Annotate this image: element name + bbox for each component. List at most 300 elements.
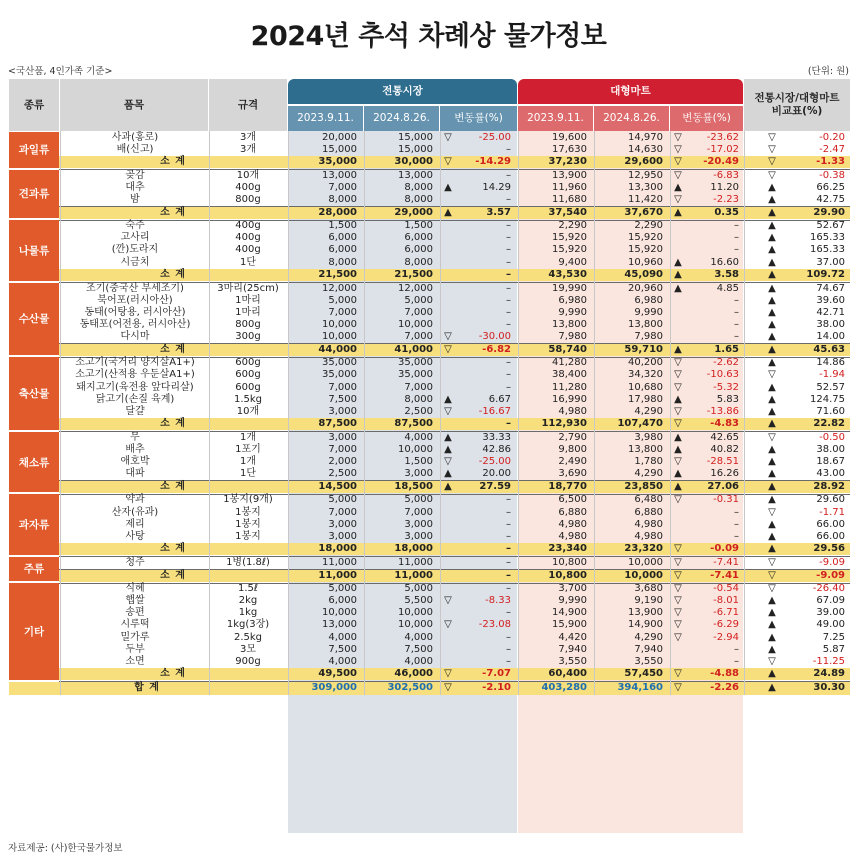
- cell-t2: 30,000: [394, 156, 433, 168]
- table-row: [9, 456, 850, 468]
- cell-tv: -23.08: [478, 619, 511, 631]
- cell-mv: –: [734, 643, 739, 655]
- table-row: [9, 494, 850, 506]
- cell-t1: 3,000: [328, 518, 357, 530]
- cell-t2: 10,000: [398, 607, 433, 619]
- cell-m1: 9,990: [558, 306, 587, 318]
- cell-mv: -2.26: [710, 681, 739, 693]
- cell-spec: 400g: [235, 244, 261, 256]
- table-row: [9, 170, 850, 182]
- cell-m1: 3,700: [558, 583, 587, 595]
- cell-m2: 13,900: [628, 607, 663, 619]
- cell-cv: 7.25: [822, 631, 845, 643]
- cell-cv: 29.56: [813, 543, 845, 555]
- cell-t1: 10,000: [322, 319, 357, 330]
- cell-cv: -1.94: [819, 369, 845, 381]
- cell-cv: 165.33: [810, 232, 845, 244]
- cell-mv: -4.83: [710, 418, 739, 430]
- subtotal-row: [59, 481, 850, 493]
- cell-t2: 2,500: [404, 405, 433, 417]
- cell-m2: 34,320: [628, 369, 663, 381]
- cell-cm: ▲: [768, 595, 776, 607]
- cell-tv: –: [506, 220, 511, 232]
- table-row: [9, 432, 850, 444]
- cell-item: 닭고기(손질 육계): [95, 393, 175, 405]
- cell-cm: ▽: [768, 655, 776, 667]
- cell-mv: -0.31: [713, 494, 739, 506]
- cell-item: 대추: [125, 181, 145, 193]
- cell-m2: 3,680: [634, 583, 663, 595]
- cell-tv: –: [506, 543, 511, 555]
- cell-tv: –: [506, 607, 511, 619]
- cell-t1: 5,000: [328, 583, 357, 595]
- cell-mv: -10.63: [706, 369, 739, 381]
- cell-tm: ▲: [444, 181, 452, 193]
- cell-t2: 18,000: [394, 543, 433, 555]
- cell-mm: ▲: [674, 206, 682, 218]
- cell-item: 밀가루: [120, 631, 150, 643]
- cell-m1: 10,800: [548, 569, 587, 581]
- cell-mm: ▽: [674, 369, 682, 381]
- column-divider: [670, 131, 671, 695]
- cell-tv: -25.00: [478, 131, 511, 143]
- cell-mm: ▽: [674, 556, 682, 568]
- table-row: [9, 369, 850, 381]
- table-row: [9, 382, 850, 394]
- cell-item: 송편: [125, 607, 145, 619]
- category-others: 기타: [9, 583, 59, 682]
- cell-tm: ▽: [444, 668, 452, 680]
- cell-spec: 10개: [236, 169, 260, 181]
- cell-m1: 4,980: [558, 405, 587, 417]
- cell-mv: -13.86: [706, 405, 739, 417]
- cell-m1: 58,740: [548, 343, 587, 355]
- cell-t2: 8,000: [404, 194, 433, 205]
- cell-m1: 60,400: [548, 668, 587, 680]
- cell-item: 다시마: [120, 331, 150, 343]
- subtotal-label: 소 계: [160, 269, 186, 281]
- cell-t2: 7,000: [404, 331, 433, 343]
- cell-t2: 35,000: [398, 369, 433, 381]
- subtotal-label: 소 계: [160, 343, 186, 355]
- cell-mm: ▽: [674, 569, 682, 581]
- cell-cm: ▽: [768, 431, 776, 443]
- category-vegetables-herbs: 나물류: [9, 220, 59, 283]
- table-row: [9, 232, 850, 244]
- cell-t2: 8,000: [404, 256, 433, 268]
- cell-t2: 18,500: [394, 480, 433, 492]
- cell-spec: 600g: [235, 369, 261, 381]
- cell-item: 동태포(어전용, 러시아산): [79, 319, 191, 330]
- cell-tv: -14.29: [475, 156, 511, 168]
- cell-t1: 10,000: [322, 607, 357, 619]
- cell-cm: ▲: [768, 468, 776, 480]
- cell-m2: 9,190: [634, 595, 663, 607]
- cell-mv: 5.83: [716, 393, 739, 405]
- subtotal-row: [59, 418, 850, 430]
- cell-item: 동태(어탕용, 러시아산): [84, 306, 186, 318]
- cell-cm: ▲: [768, 181, 776, 193]
- header-trad-date2: 2024.8.26.: [364, 106, 439, 131]
- cell-cm: ▽: [768, 583, 776, 595]
- cell-cm: ▲: [768, 405, 776, 417]
- cell-item: 무: [130, 431, 140, 443]
- cell-spec: 900g: [235, 655, 261, 667]
- cell-m2: 394,160: [617, 681, 663, 693]
- cell-cv: 30.30: [813, 681, 845, 693]
- subtotal-label: 소 계: [160, 543, 186, 555]
- cell-cv: 29.90: [813, 206, 845, 218]
- cell-mm: ▲: [674, 256, 682, 268]
- table-row: [9, 468, 850, 480]
- cell-m1: 7,940: [558, 643, 587, 655]
- cell-m2: 59,710: [624, 343, 663, 355]
- cell-t2: 5,500: [404, 595, 433, 607]
- cell-m1: 3,550: [558, 655, 587, 667]
- cell-cv: 14.00: [816, 331, 845, 343]
- cell-m2: 10,000: [624, 569, 663, 581]
- cell-m1: 23,340: [548, 543, 587, 555]
- cell-t1: 3,000: [328, 530, 357, 542]
- cell-t2: 11,000: [398, 556, 433, 568]
- cell-mm: ▲: [674, 444, 682, 455]
- cell-cv: 49.00: [816, 619, 845, 631]
- cell-m2: 57,450: [624, 668, 663, 680]
- table-row: [9, 182, 850, 194]
- cell-spec: 1단: [239, 256, 257, 268]
- cell-mv: -4.88: [710, 668, 739, 680]
- cell-tv: 42.86: [482, 444, 511, 455]
- table-row: [9, 295, 850, 307]
- subtotal-label: 소 계: [160, 480, 186, 492]
- table-row: [9, 607, 850, 619]
- table-row: [9, 557, 850, 569]
- cell-t2: 3,000: [404, 518, 433, 530]
- cell-tv: –: [506, 506, 511, 518]
- cell-m2: 4,290: [634, 405, 663, 417]
- cell-m1: 17,630: [552, 143, 587, 155]
- table-row: [9, 394, 850, 406]
- cell-mv: -17.02: [706, 143, 739, 155]
- cell-mv: –: [734, 306, 739, 318]
- cell-m2: 6,880: [634, 506, 663, 518]
- header-item: 품목: [60, 79, 208, 131]
- cell-mm: ▽: [674, 456, 682, 468]
- cell-t1: 2,000: [328, 456, 357, 468]
- cell-m2: 7,980: [634, 331, 663, 343]
- cell-m1: 16,990: [552, 393, 587, 405]
- subtotal-label: 소 계: [160, 668, 186, 680]
- table-row: [9, 331, 850, 343]
- cell-t2: 7,000: [404, 381, 433, 393]
- category-snacks: 과자류: [9, 494, 59, 557]
- cell-m2: 11,420: [628, 194, 663, 205]
- cell-tv: -16.67: [478, 405, 511, 417]
- cell-cm: ▲: [768, 393, 776, 405]
- cell-mv: 27.06: [707, 480, 739, 492]
- cell-tv: –: [506, 583, 511, 595]
- cell-m1: 403,280: [541, 681, 587, 693]
- cell-m1: 9,400: [558, 256, 587, 268]
- cell-tm: ▽: [444, 595, 452, 607]
- cell-t2: 4,000: [404, 431, 433, 443]
- cell-spec: 300g: [235, 331, 261, 343]
- cell-cv: 66.00: [816, 530, 845, 542]
- cell-spec: 800g: [235, 319, 261, 330]
- cell-item: 곶감: [125, 169, 145, 181]
- cell-spec: 10개: [236, 405, 260, 417]
- cell-tm: ▽: [444, 343, 452, 355]
- cell-m1: 4,980: [558, 530, 587, 542]
- cell-spec: 400g: [235, 181, 261, 193]
- cell-cm: ▲: [768, 543, 776, 555]
- cell-item: 산자(유과): [111, 506, 159, 518]
- cell-m2: 40,200: [628, 357, 663, 369]
- cell-cv: -0.50: [819, 431, 845, 443]
- subtotal-row: [59, 269, 850, 281]
- cell-cm: ▲: [768, 232, 776, 244]
- cell-t1: 6,000: [328, 595, 357, 607]
- cell-mm: ▲: [674, 431, 682, 443]
- header-mart-change: 변동률(%): [670, 106, 743, 131]
- cell-cv: -2.47: [819, 143, 845, 155]
- cell-m2: 10,680: [628, 381, 663, 393]
- cell-m2: 23,320: [624, 543, 663, 555]
- cell-m1: 19,600: [552, 131, 587, 143]
- cell-m2: 4,290: [634, 631, 663, 643]
- cell-tv: -30.00: [478, 331, 511, 343]
- cell-spec: 1마리: [235, 294, 261, 306]
- cell-tv: –: [506, 357, 511, 369]
- cell-mm: ▽: [674, 405, 682, 417]
- cell-tv: –: [506, 569, 511, 581]
- cell-item: 대파: [125, 468, 145, 480]
- cell-cm: ▲: [768, 480, 776, 492]
- cell-m1: 10,800: [552, 556, 587, 568]
- cell-cm: ▲: [768, 220, 776, 232]
- cell-cm: ▲: [768, 319, 776, 330]
- subtotal-row: [59, 207, 850, 219]
- subtotal-label: 소 계: [160, 206, 186, 218]
- cell-mm: ▽: [674, 583, 682, 595]
- cell-m2: 15,920: [628, 232, 663, 244]
- cell-mv: -6.71: [713, 607, 739, 619]
- cell-spec: 1단: [239, 468, 257, 480]
- cell-cv: 71.60: [816, 405, 845, 417]
- cell-cv: 38.00: [816, 319, 845, 330]
- cell-item: 시루떡: [120, 619, 150, 631]
- cell-t1: 10,000: [322, 331, 357, 343]
- cell-cm: ▲: [768, 668, 776, 680]
- cell-cm: ▲: [768, 643, 776, 655]
- cell-m2: 107,470: [617, 418, 663, 430]
- page-title: 2024년 추석 차례상 물가정보: [250, 21, 607, 52]
- cell-tv: –: [506, 232, 511, 244]
- cell-tv: 27.59: [479, 480, 511, 492]
- cell-t1: 309,000: [311, 681, 357, 693]
- cell-cm: ▲: [768, 194, 776, 205]
- cell-mv: –: [734, 331, 739, 343]
- cell-m1: 15,900: [552, 619, 587, 631]
- cell-m1: 13,800: [552, 319, 587, 330]
- header-spec: 규격: [209, 79, 287, 131]
- table-row: [9, 644, 850, 656]
- cell-spec: 600g: [235, 381, 261, 393]
- cell-tv: –: [506, 143, 511, 155]
- cell-item: 조기(중국산 부세조기): [86, 282, 184, 294]
- cell-cv: 24.89: [813, 668, 845, 680]
- cell-m2: 23,850: [624, 480, 663, 492]
- cell-m1: 11,680: [552, 194, 587, 205]
- cell-m1: 4,980: [558, 518, 587, 530]
- cell-tv: 20.00: [482, 468, 511, 480]
- cell-mv: -5.32: [713, 381, 739, 393]
- cell-cv: 29.60: [816, 494, 845, 506]
- cell-t2: 4,000: [404, 631, 433, 643]
- cell-t1: 3,000: [328, 405, 357, 417]
- cell-t2: 3,000: [404, 530, 433, 542]
- cell-tv: –: [506, 643, 511, 655]
- cell-cm: ▽: [768, 506, 776, 518]
- cell-cv: 28.92: [813, 480, 845, 492]
- cell-cv: 37.00: [816, 256, 845, 268]
- cell-mv: -2.23: [713, 194, 739, 205]
- table-row: [9, 357, 850, 369]
- cell-item: 고사리: [120, 232, 150, 244]
- cell-tv: -8.33: [485, 595, 511, 607]
- cell-tv: 33.33: [482, 431, 511, 443]
- cell-t1: 5,000: [328, 294, 357, 306]
- cell-cv: 66.25: [816, 181, 845, 193]
- cell-t1: 7,000: [328, 306, 357, 318]
- cell-cm: ▲: [768, 494, 776, 506]
- cell-t1: 7,000: [328, 381, 357, 393]
- cell-cv: 109.72: [806, 269, 845, 281]
- cell-mv: -2.62: [713, 357, 739, 369]
- cell-t1: 87,500: [318, 418, 357, 430]
- cell-mv: –: [734, 294, 739, 306]
- table-row: [9, 507, 850, 519]
- table-row: [9, 583, 850, 595]
- category-fruit: 과일류: [9, 132, 59, 170]
- subtotal-row: [59, 570, 850, 582]
- cell-cm: ▽: [768, 156, 776, 168]
- cell-mm: ▲: [674, 480, 682, 492]
- cell-t1: 8,000: [328, 194, 357, 205]
- cell-t1: 12,000: [322, 282, 357, 294]
- cell-spec: 1개: [239, 431, 257, 443]
- cell-cm: ▲: [768, 631, 776, 643]
- cell-tv: –: [506, 530, 511, 542]
- header-traditional: 전통시장: [288, 79, 517, 104]
- category-vegetables: 채소류: [9, 432, 59, 495]
- total-label: 합 계: [134, 681, 160, 693]
- cell-tm: ▽: [444, 681, 452, 693]
- cell-t1: 6,000: [328, 244, 357, 256]
- cell-tv: –: [506, 319, 511, 330]
- cell-mm: ▽: [674, 543, 682, 555]
- table-row: [9, 406, 850, 418]
- cell-tm: ▽: [444, 331, 452, 343]
- cell-mv: -23.62: [706, 131, 739, 143]
- cell-mv: –: [734, 232, 739, 244]
- cell-m1: 18,770: [548, 480, 587, 492]
- cell-t2: 10,000: [398, 619, 433, 631]
- cell-mv: –: [734, 220, 739, 232]
- cell-tm: ▽: [444, 131, 452, 143]
- cell-item: 약과: [125, 494, 145, 506]
- cell-mv: –: [734, 655, 739, 667]
- cell-mv: 16.60: [710, 256, 739, 268]
- cell-cm: ▽: [768, 369, 776, 381]
- cell-m1: 2,790: [558, 431, 587, 443]
- cell-mm: ▽: [674, 607, 682, 619]
- table-row: [9, 194, 850, 206]
- cell-t2: 302,500: [387, 681, 433, 693]
- column-divider: [364, 131, 365, 695]
- cell-cv: 74.67: [816, 282, 845, 294]
- cell-mm: ▽: [674, 156, 682, 168]
- table-row: [9, 220, 850, 232]
- cell-spec: 3개: [239, 143, 257, 155]
- cell-tv: –: [506, 306, 511, 318]
- cell-tv: –: [506, 169, 511, 181]
- cell-mv: 4.85: [716, 282, 739, 294]
- cell-tm: ▽: [444, 405, 452, 417]
- cell-item: 시금치: [120, 256, 150, 268]
- cell-t2: 46,000: [394, 668, 433, 680]
- cell-item: 제리: [125, 518, 145, 530]
- cell-cm: ▲: [768, 206, 776, 218]
- cell-cm: ▲: [768, 530, 776, 542]
- cell-t1: 3,000: [328, 431, 357, 443]
- cell-cm: ▲: [768, 444, 776, 455]
- source-credit: 자료제공: (사)한국물가정보: [8, 843, 123, 854]
- cell-t1: 20,000: [322, 131, 357, 143]
- cell-cv: 52.67: [816, 220, 845, 232]
- cell-spec: 400g: [235, 220, 261, 232]
- cell-m2: 6,980: [634, 294, 663, 306]
- cell-mv: 11.20: [710, 181, 739, 193]
- subtotal-row: [59, 344, 850, 356]
- cell-spec: 1kg: [238, 607, 258, 619]
- cell-tm: ▲: [444, 431, 452, 443]
- cell-t1: 7,500: [328, 393, 357, 405]
- category-liquor: 주류: [9, 557, 59, 583]
- cell-mm: ▲: [674, 269, 682, 281]
- cell-mm: ▽: [674, 595, 682, 607]
- table-row: [9, 619, 850, 631]
- cell-mv: -2.94: [713, 631, 739, 643]
- cell-cv: -1.33: [816, 156, 845, 168]
- cell-t2: 6,000: [404, 244, 433, 256]
- cell-t1: 35,000: [322, 369, 357, 381]
- cell-cm: ▽: [768, 556, 776, 568]
- cell-tv: –: [506, 269, 511, 281]
- cell-m1: 37,230: [548, 156, 587, 168]
- table-row: [9, 319, 850, 331]
- cell-mv: –: [734, 506, 739, 518]
- table-row: [9, 444, 850, 456]
- cell-mm: ▽: [674, 143, 682, 155]
- category-nuts: 견과류: [9, 170, 59, 220]
- cell-m1: 38,400: [552, 369, 587, 381]
- cell-cv: 18.67: [816, 456, 845, 468]
- cell-spec: 2kg: [238, 595, 258, 607]
- column-divider: [440, 131, 441, 695]
- cell-tm: ▲: [444, 206, 452, 218]
- cell-m2: 29,600: [624, 156, 663, 168]
